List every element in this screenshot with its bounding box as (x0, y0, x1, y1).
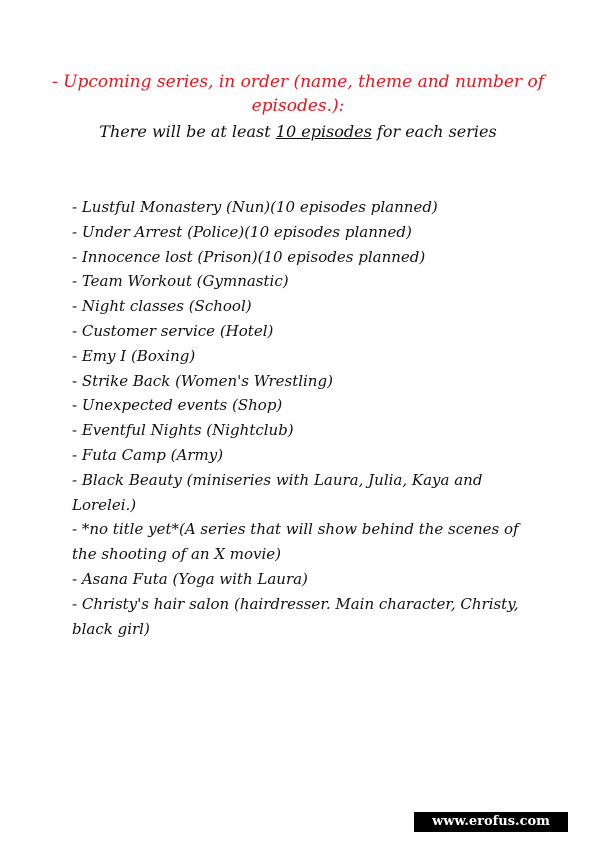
subheading-start: There will be at least (99, 122, 276, 141)
list-item: - Emy I (Boxing) (72, 346, 196, 365)
list-item: - Night classes (School) (72, 297, 252, 316)
list-item: - Eventful Nights (Nightclub) (72, 421, 294, 440)
subheading-end: for each series (371, 122, 497, 141)
list-item: - Futa Camp (Army) (72, 445, 224, 464)
list-item: - Black Beauty (miniseries with Laura, Julia, Kaya and Lorelei.) (72, 470, 483, 514)
list-item: - Team Workout (Gymnastic) (72, 272, 289, 291)
list-item: - Lustful Monastery (Nun)(10 episodes planned) (72, 198, 438, 216)
series-list (72, 195, 532, 641)
subheading-underlined: 10 episodes (275, 122, 372, 141)
list-item: - Innocence lost (Prison)(10 episodes planned) (72, 247, 426, 266)
list-item: - Christy's hair salon (hairdresser. Main character, Christy, black girl) (72, 594, 519, 638)
list-item: - Customer service (Hotel) (72, 321, 274, 340)
list-item: - *no title yet*(A series that will show behind the scenes of the shooting of an X movie) (72, 520, 519, 564)
list-item: - Unexpected events (Shop) (72, 396, 283, 415)
watermark: www.erofus.com (414, 812, 568, 832)
list-item: - Asana Futa (Yoga with Laura) (72, 569, 308, 588)
list-item: - Under Arrest (Police)(10 episodes planned) (72, 222, 412, 241)
heading: - Upcoming series, in order (name, theme and number of episodes.): (52, 72, 544, 116)
list-item: - Strike Back (Women's Wrestling) (72, 371, 333, 390)
subheading (40, 120, 556, 144)
